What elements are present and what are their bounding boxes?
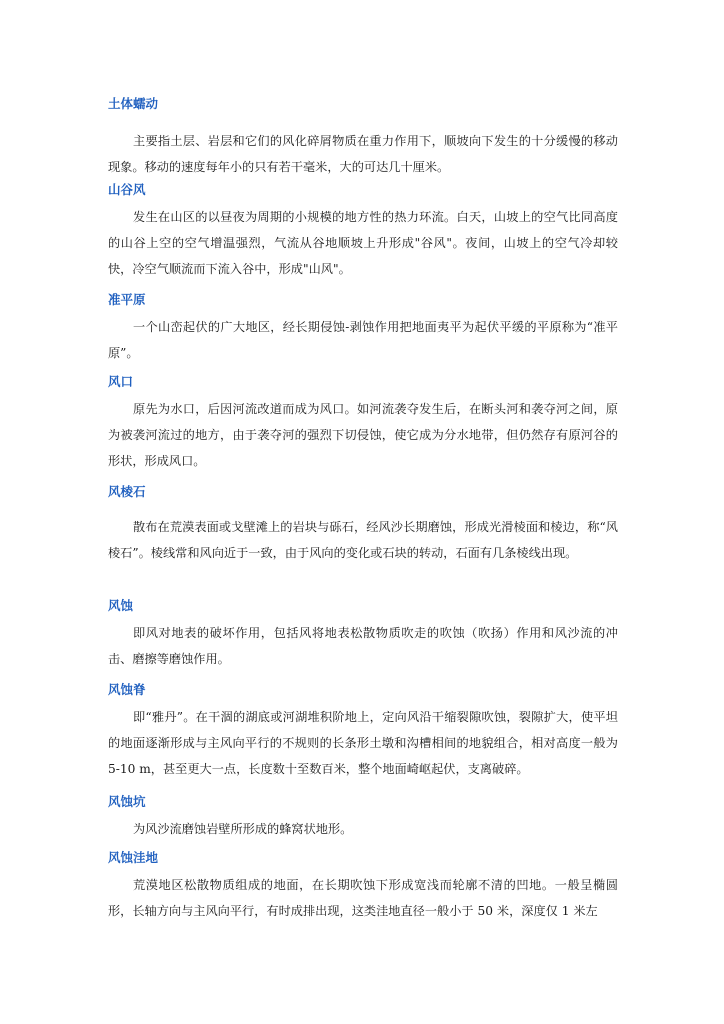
glossary-entry xyxy=(108,794,618,842)
glossary-entry xyxy=(108,682,618,782)
entry-definition: 发生在山区的以昼夜为周期的小规模的地方性的热力环流。白天，山坡上的空气比同高度的山谷上空的空气增温强烈，气流从谷地顺坡上升形成"谷风"。夜间，山坡上的空气冷却较快，冷空气顺流而下流入谷中，形成"山风"。 xyxy=(108,210,618,276)
entry-term: 风蚀洼地 xyxy=(108,850,159,865)
entry-definition: 即风对地表的破坏作用，包括风将地表松散物质吹走的吹蚀（吹扬）作用和风沙流的冲击、磨擦等磨蚀作用。 xyxy=(108,626,618,666)
entry-term: 风口 xyxy=(108,374,134,389)
glossary-entry xyxy=(108,96,618,180)
entry-term: 风蚀 xyxy=(108,598,134,613)
glossary-entry xyxy=(108,374,618,474)
entry-term: 土体蠕动 xyxy=(108,96,159,111)
entry-definition: 散布在荒漠表面或戈壁滩上的岩块与砾石，经风沙长期磨蚀，形成光滑棱面和棱边，称“风棱石”。棱线常和风向近于一致，由于风向的变化或石块的转动，石面有几条棱线出现。 xyxy=(108,520,618,560)
entry-term: 风棱石 xyxy=(108,484,146,499)
glossary-entry xyxy=(108,598,618,672)
entry-term: 山谷风 xyxy=(108,182,146,197)
glossary-entry xyxy=(108,292,618,366)
entry-definition: 原先为水口，后因河流改道而成为风口。如河流袭夺发生后，在断头河和袭夺河之间，原为被袭河流过的地方，由于袭夺河的强烈下切侵蚀，使它成为分水地带，但仍然存有原河谷的形状，形成风口。 xyxy=(108,402,618,468)
glossary-entry xyxy=(108,182,618,282)
entry-term: 准平原 xyxy=(108,292,146,307)
entry-definition: 一个山峦起伏的广大地区，经长期侵蚀-剥蚀作用把地面夷平为起伏平缓的平原称为“准平原”。 xyxy=(108,320,618,360)
entry-term: 风蚀坑 xyxy=(108,794,146,809)
glossary-entry xyxy=(108,484,618,566)
entry-definition: 即“雅丹”。在干涸的湖底或河湖堆积阶地上，定向风沿干缩裂隙吹蚀，裂隙扩大，使平坦的地面逐渐形成与主风向平行的不规则的长条形土墩和沟槽相间的地貌组合，相对高度一般为 5-10 m，甚至更大一点，长度数十至数百米，整个地面崎岖起伏，支离破碎。 xyxy=(108,710,618,776)
entry-definition: 为风沙流磨蚀岩壁所形成的蜂窝状地形。 xyxy=(133,822,353,836)
entry-definition: 主要指土层、岩层和它们的风化碎屑物质在重力作用下，顺坡向下发生的十分缓慢的移动现象。移动的速度每年小的只有若干毫米，大的可达几十厘米。 xyxy=(108,134,618,174)
glossary-entry xyxy=(108,850,618,924)
entry-definition: 荒漠地区松散物质组成的地面，在长期吹蚀下形成宽浅而轮廓不清的凹地。一般呈椭圆形，长轴方向与主风向平行，有时成排出现，这类洼地直径一般小于 50 米，深度仅 1 米左 xyxy=(108,878,618,918)
entry-term: 风蚀脊 xyxy=(108,682,146,697)
